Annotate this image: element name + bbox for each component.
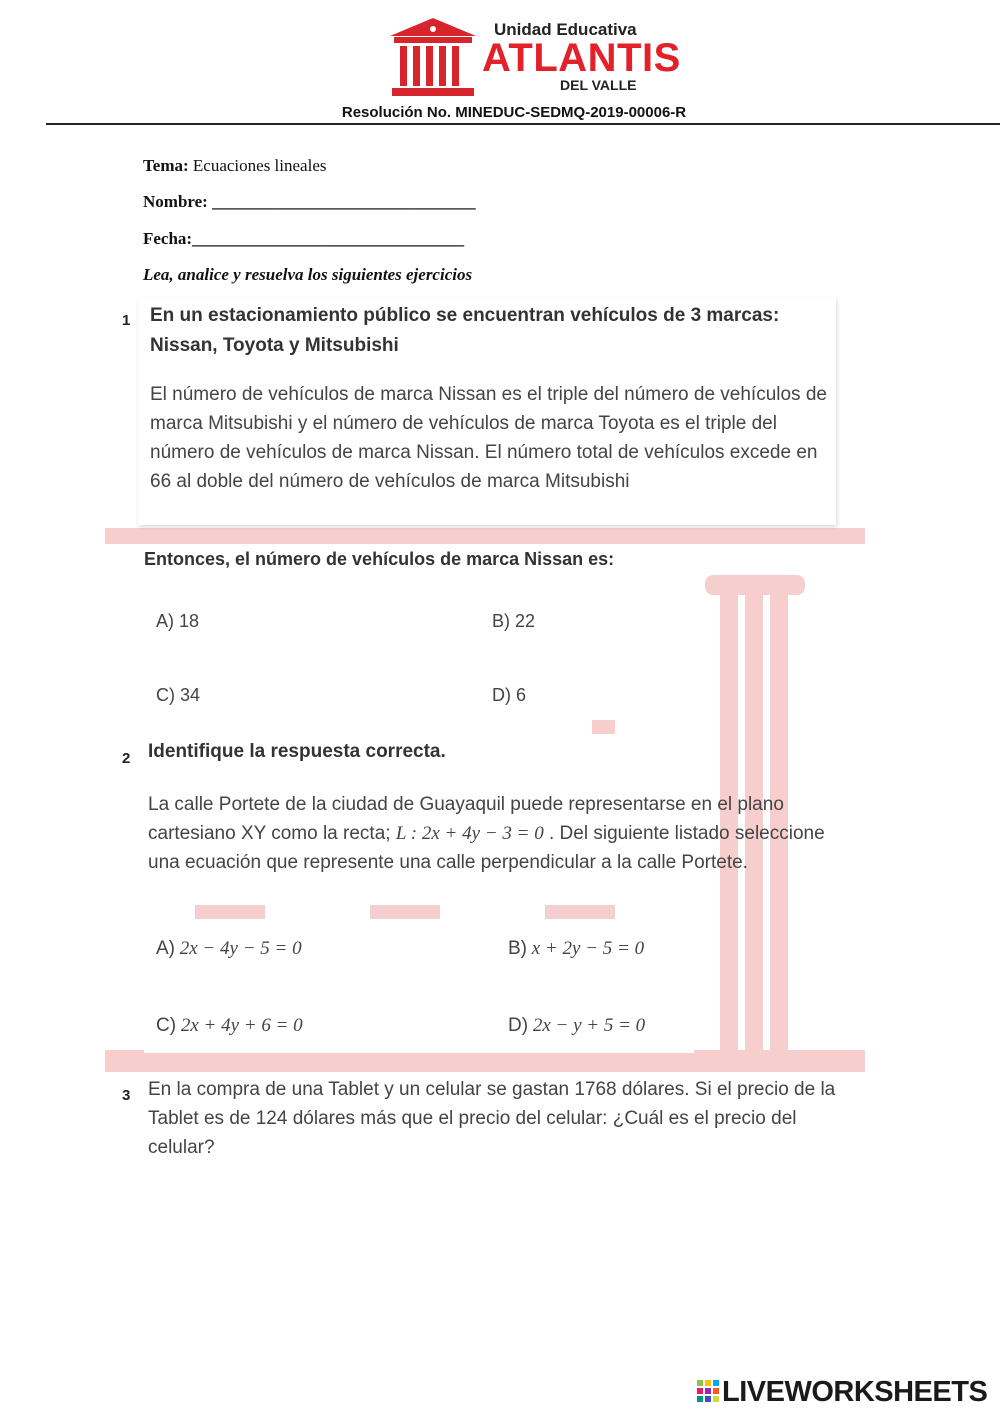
instructions: Lea, analice y resuelva los siguientes ejercicios <box>143 265 473 284</box>
school-name-main: ATLANTIS <box>482 36 681 80</box>
fecha-input-line[interactable]: ________________________________ <box>192 229 465 248</box>
question-2-option-d-label: D) <box>508 1015 529 1036</box>
school-name-line3: DEL VALLE <box>560 77 637 93</box>
question-2-option-c-equation: 2x + 4y + 6 = 0 <box>180 1015 303 1036</box>
question-1-prompt <box>138 545 654 579</box>
fecha-field <box>143 229 464 249</box>
question-2-body-end: . Del siguiente listado seleccione una ecuación que represente una calle perpendicular a la calle Portete. <box>148 823 825 873</box>
question-2-option-c-label: C) <box>156 1015 177 1036</box>
question-1-option-c[interactable]: C) 34 <box>156 685 201 705</box>
question-1-option-d[interactable]: D) 6 <box>492 685 527 705</box>
question-2-option-b-equation: x + 2y − 5 = 0 <box>531 938 645 959</box>
question-1-number: 1 <box>122 312 131 329</box>
question-2-number: 2 <box>122 750 131 767</box>
question-1-body: El número de vehículos de marca Nissan es el triple del número de vehículos de marca Mitsubishi y el número de vehículos de marca Toyota es el triple del número de vehículos de marca Nissan. El número total de vehículos excede en 66 al doble del número de vehículos de marca Mitsubishi <box>150 384 827 492</box>
question-2-option-d-equation: 2x − y + 5 = 0 <box>532 1015 646 1036</box>
question-1-prompt-text: Entonces, el número de vehículos de marca Nissan es: <box>144 549 615 569</box>
liveworksheets-logo-icon <box>697 1378 719 1408</box>
question-2-option-a-equation: 2x − 4y − 5 = 0 <box>179 938 302 959</box>
question-1-option-a[interactable]: A) 18 <box>156 611 200 631</box>
question-2-title: Identifique la respuesta correcta. <box>148 741 446 762</box>
header-divider <box>46 123 1000 125</box>
question-2-option-a-label: A) <box>156 938 175 959</box>
school-logo-icon <box>388 16 478 98</box>
question-2-body <box>148 790 828 877</box>
nombre-input-line[interactable]: _______________________________ <box>212 192 476 211</box>
liveworksheets-brand[interactable]: LIVEWORKSHEETS <box>722 1376 988 1408</box>
question-1-option-b[interactable]: B) 22 <box>492 611 536 631</box>
school-name-line1: Unidad Educativa <box>494 20 637 39</box>
tema-label: Tema: <box>143 156 189 175</box>
question-1-title: En un estacionamiento público se encuentran vehículos de 3 marcas: Nissan, Toyota y Mitsubishi <box>150 305 780 356</box>
tema-field <box>143 156 326 176</box>
question-2-body-start: La calle Portete de la ciudad de Guayaquil puede representarse en el plano cartesiano XY como la recta; <box>148 794 784 844</box>
question-2-option-d[interactable] <box>508 1015 645 1037</box>
question-2-option-c[interactable] <box>156 1015 303 1037</box>
nombre-field <box>143 192 476 212</box>
resolution-number: Resolución No. MINEDUC-SEDMQ-2019-00006-R <box>341 104 687 121</box>
question-2-option-a[interactable] <box>156 938 302 960</box>
question-2-line-equation: L : 2x + 4y − 3 = 0 <box>395 823 544 844</box>
question-3-number: 3 <box>122 1087 131 1104</box>
tema-value: Ecuaciones lineales <box>192 156 327 175</box>
question-2-option-b[interactable] <box>508 938 644 960</box>
nombre-label: Nombre: <box>143 192 208 211</box>
question-3-body: En la compra de una Tablet y un celular se gastan 1768 dólares. Si el precio de la Tablet es de 124 dólares más que el precio del celular: ¿Cuál es el precio del celular? <box>148 1079 836 1158</box>
fecha-label: Fecha: <box>143 229 193 248</box>
question-2-option-b-label: B) <box>508 938 527 959</box>
